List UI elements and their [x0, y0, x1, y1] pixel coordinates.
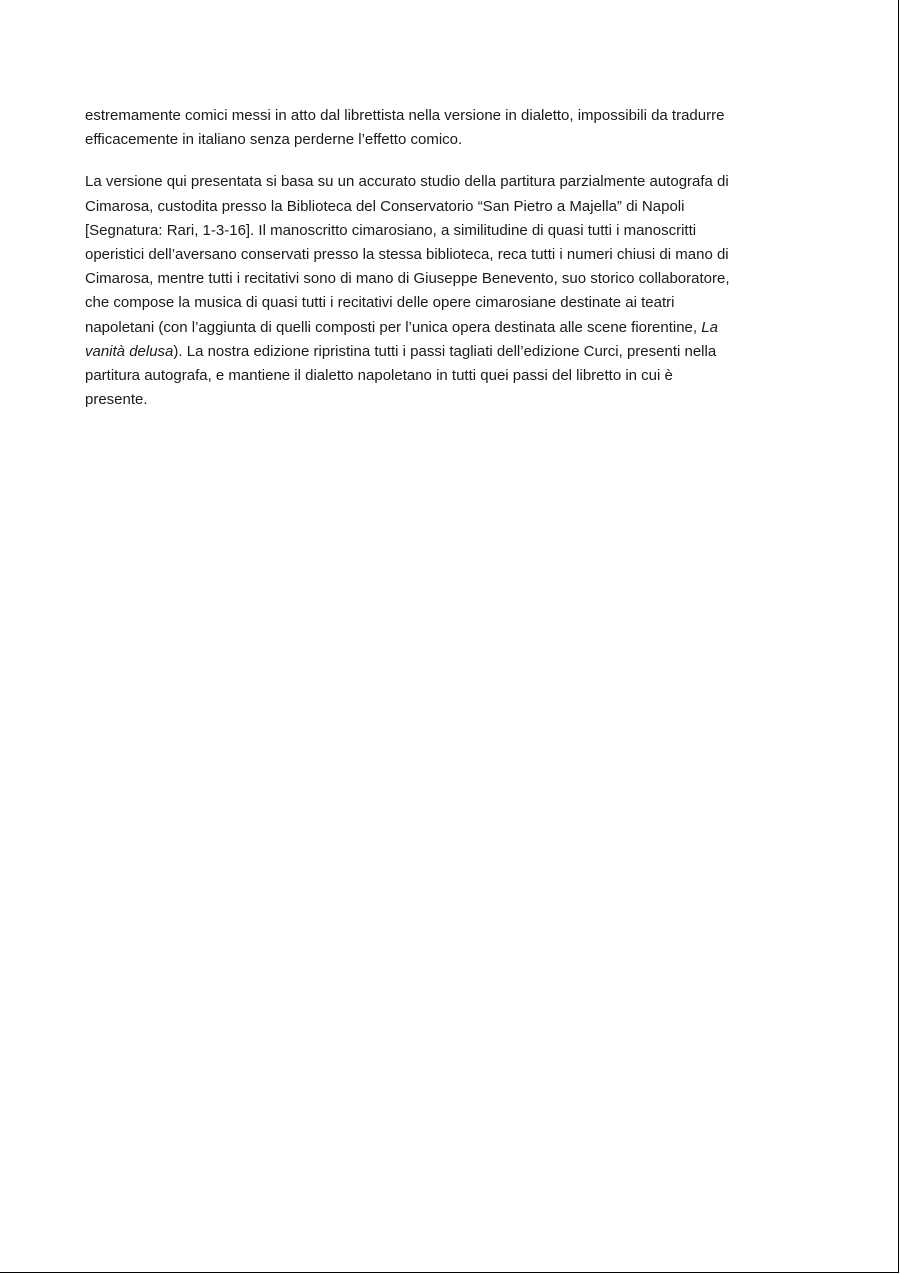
text-line: operistici dell’aversano conservati presso la stessa biblioteca, reca tutti i numeri chiusi di mano di [85, 246, 729, 264]
text-line [85, 316, 815, 340]
text-line: partitura autografa, e mantiene il dialetto napoletano in tutti quei passi del libretto in cui è [85, 367, 673, 385]
text-line: che compose la musica di quasi tutti i recitativi delle opere cimarosiane destinate ai teatri [85, 294, 675, 312]
text-segment: ). La nostra edizione ripristina tutti i passi tagliati dell’edizione Curci, presenti nella [173, 342, 717, 360]
italic-title-start: La [701, 318, 718, 336]
text-line: estremamente comici messi in atto dal librettista nella versione in dialetto, impossibili da tradurre [85, 107, 725, 124]
text-line: Cimarosa, custodita presso la Biblioteca del Conservatorio “San Pietro a Majella” di Napoli [85, 197, 685, 215]
text-line: La versione qui presentata si basa su un accurato studio della partitura parzialmente autografa di [85, 173, 729, 191]
body-text [85, 104, 815, 430]
text-line: Cimarosa, mentre tutti i recitativi sono di mano di Giuseppe Benevento, suo storico collaboratore, [85, 270, 730, 288]
text-segment: napoletani (con l’aggiunta di quelli composti per l’unica opera destinata alle scene fiorentine, [85, 318, 702, 336]
text-line [85, 340, 815, 364]
paragraph-1 [85, 104, 815, 152]
text-line: efficacemente in italiano senza perderne l’effetto comico. [85, 131, 463, 149]
text-line: [Segnatura: Rari, 1-3-16]. Il manoscritto cimarosiano, a similitudine di quasi tutti i manoscritti [85, 221, 697, 239]
text-line: presente. [85, 391, 148, 409]
paragraph-2 [85, 170, 815, 412]
italic-title-end: vanità delusa [85, 342, 174, 360]
